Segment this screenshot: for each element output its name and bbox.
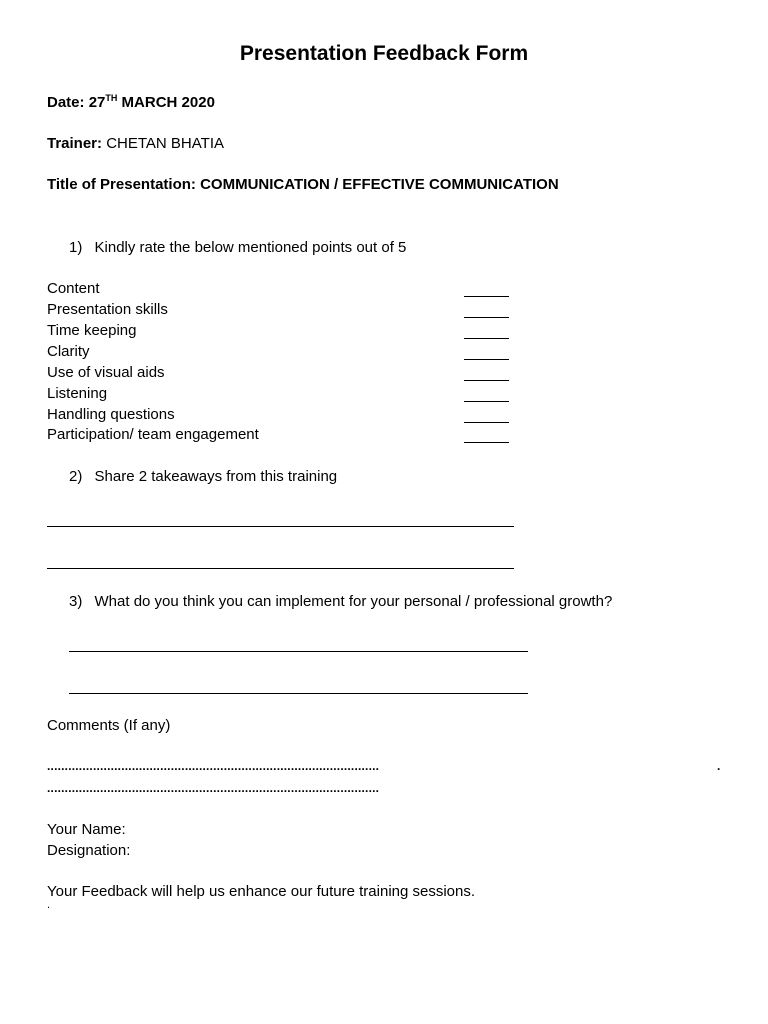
- question-2-text: Share 2 takeaways from this training: [94, 468, 338, 485]
- date-day-suffix: TH: [105, 93, 118, 103]
- rating-blank-listening[interactable]: [464, 387, 509, 402]
- takeaway-line-1[interactable]: [47, 512, 514, 527]
- date-rest: MARCH 2020: [121, 94, 215, 111]
- footer-note: Your Feedback will help us enhance our future training sessions.: [47, 883, 476, 900]
- question-1-number: 1): [69, 239, 83, 256]
- trainer-line: [47, 135, 224, 152]
- question-3: [69, 593, 612, 610]
- rating-blank-time-keeping[interactable]: [464, 324, 509, 339]
- rating-label-listening: Listening: [47, 385, 108, 402]
- growth-line-2[interactable]: [69, 679, 528, 694]
- date-day: 27: [88, 94, 106, 111]
- question-1-text: Kindly rate the below mentioned points out of 5: [94, 239, 407, 256]
- rating-label-handling-questions: Handling questions: [47, 406, 175, 423]
- rating-label-visual-aids: Use of visual aids: [47, 364, 165, 381]
- trainer-value: CHETAN BHATIA: [106, 135, 224, 152]
- designation-label: Designation:: [47, 842, 131, 859]
- rating-label-participation: Participation/ team engagement: [47, 426, 259, 443]
- presentation-value: COMMUNICATION / EFFECTIVE COMMUNICATION: [200, 176, 559, 193]
- presentation-label: Title of Presentation:: [47, 176, 196, 193]
- rating-label-clarity: Clarity: [47, 343, 90, 360]
- rating-blank-participation[interactable]: [464, 428, 509, 443]
- footer-dot: .: [47, 899, 51, 911]
- rating-blank-presentation-skills[interactable]: [464, 303, 509, 318]
- your-name-label: Your Name:: [47, 821, 126, 838]
- takeaway-line-2[interactable]: [47, 554, 514, 569]
- rating-blank-content[interactable]: [464, 282, 509, 297]
- question-3-text: What do you think you can implement for your personal / professional growth?: [94, 593, 613, 610]
- form-title: Presentation Feedback Form: [239, 42, 529, 65]
- rating-blank-visual-aids[interactable]: [464, 366, 509, 381]
- rating-label-content: Content: [47, 280, 100, 297]
- comments-dotted-line-1[interactable]: ..............................................................................................: [47, 759, 380, 773]
- date-line: [47, 93, 215, 111]
- question-1: [69, 239, 406, 256]
- trainer-label: Trainer:: [47, 135, 103, 152]
- comments-label: Comments (If any): [47, 717, 171, 734]
- question-2: [69, 468, 337, 485]
- rating-blank-handling-questions[interactable]: [464, 408, 509, 423]
- rating-label-time-keeping: Time keeping: [47, 322, 137, 339]
- comments-dotted-line-2[interactable]: ..............................................................................................: [47, 781, 380, 795]
- question-2-number: 2): [69, 468, 83, 485]
- growth-line-1[interactable]: [69, 637, 528, 652]
- presentation-title-line: [47, 176, 559, 193]
- question-3-number: 3): [69, 593, 83, 610]
- date-label: Date:: [47, 94, 85, 111]
- rating-label-presentation-skills: Presentation skills: [47, 301, 168, 318]
- comments-trailing-dot: .: [717, 759, 721, 773]
- rating-blank-clarity[interactable]: [464, 345, 509, 360]
